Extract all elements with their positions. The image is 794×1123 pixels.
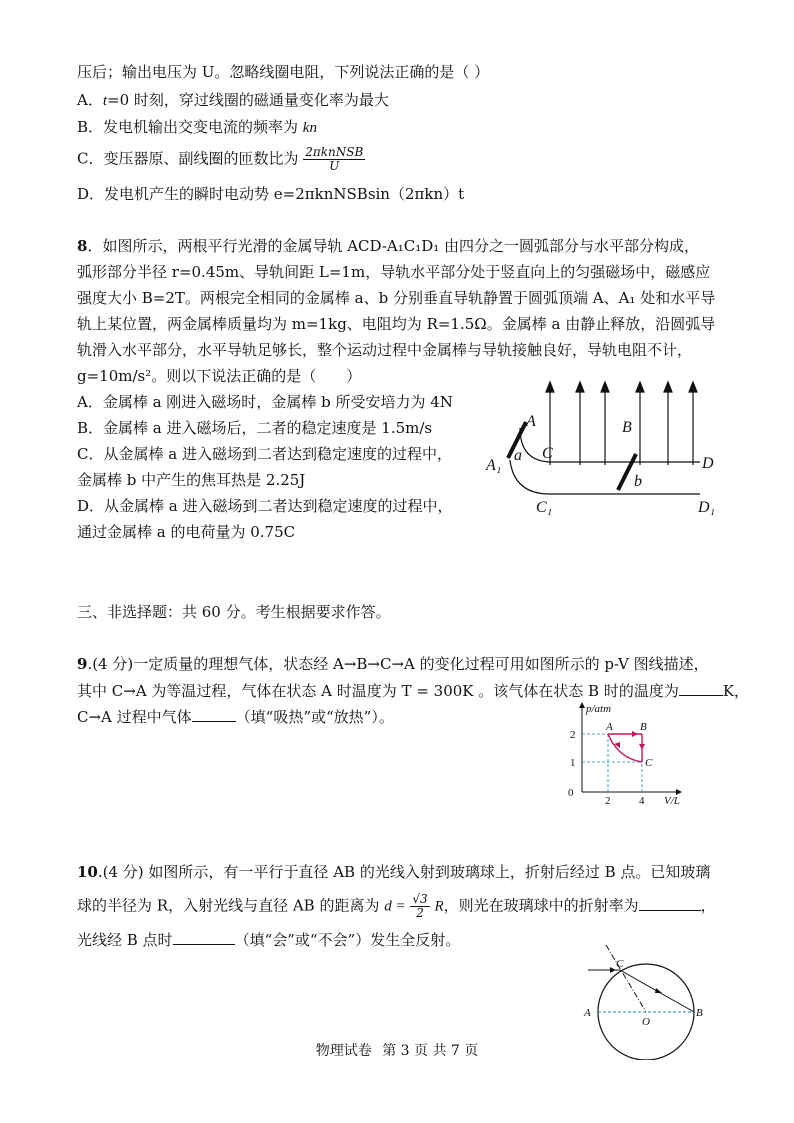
label-a: a: [514, 447, 522, 464]
q7-option-b-text: B．发电机输出交变电流的频率为: [77, 118, 303, 136]
q10-line-2-mid: ，则光在玻璃球中的折射率为: [443, 896, 639, 915]
label-A1: A₁: [486, 457, 502, 474]
label-O: O: [642, 1016, 650, 1028]
page-footer: [0, 1040, 794, 1060]
q9-line-1-text: .(4 分)一定质量的理想气体，状态经 A→B→C→A 的变化过程可用如图所示的 p-V 图线描述，: [87, 655, 709, 673]
q9-line-2-unit: K，: [722, 682, 750, 700]
graph-point-B: B: [640, 721, 647, 733]
q7-option-b-var: kn: [302, 120, 317, 136]
graph-ytick-1: 1: [570, 757, 576, 769]
graph-ytick-2: 2: [570, 729, 576, 741]
q10-line-2-tail: ，: [700, 896, 716, 915]
footer-subject: 物理试卷: [315, 1043, 372, 1059]
q10-d-denominator: 2: [416, 906, 424, 920]
q10-line-3: [77, 930, 460, 950]
graph-xtick-2: 2: [605, 795, 611, 807]
q8-option-b: B．金属棒 a 进入磁场后，二者的稳定速度是 1.5m/s: [77, 419, 433, 437]
graph-point-C: C: [645, 757, 653, 769]
q7-option-d: D．发电机产生的瞬时电动势 e=2πknNSBsin（2πkn）t: [77, 185, 465, 203]
graph-ylabel: p/atm: [586, 703, 612, 715]
q8-rail-diagram: [480, 380, 740, 530]
q7-option-c-numerator: 2πknNSB: [305, 145, 364, 159]
q10-line-1: [77, 862, 710, 882]
abc-cycle: [608, 734, 642, 762]
label-C: C: [616, 958, 624, 970]
q8-line-5: 轨滑入水平部分，水平导轨足够长，整个运动过程中金属棒与导轨接触良好，导轨电阻不计，: [77, 341, 693, 359]
q8-option-c-line-2: 金属棒 b 中产生的焦耳热是 2.25J: [77, 471, 306, 489]
q8-option-a: A．金属棒 a 刚进入磁场时，金属棒 b 所受安培力为 4N: [77, 393, 453, 411]
q7-option-c: [77, 146, 365, 173]
label-B: B: [696, 1007, 703, 1019]
q10-line-2-text: 球的半径为 R，入射光线与直径 AB 的距离为: [77, 896, 380, 915]
q8-line-3: 强度大小 B=2T。两根完全相同的金属棒 a、b 分别垂直导轨静置于圆弧顶端 A、A₁ 处和水平导: [77, 289, 716, 307]
q8-line-6: g=10m/s²。则以下说法正确的是（ ）: [77, 367, 362, 385]
label-A: A: [526, 413, 536, 430]
q9-line-2-text: 其中 C→A 为等温过程，气体在状态 A 时温度为 T = 300K 。该气体在状态 B 时的温度为: [77, 682, 679, 700]
label-B: B: [622, 419, 632, 436]
q10-answer-blank-1[interactable]: [639, 896, 701, 911]
q8-number: 8: [77, 237, 88, 255]
q9-number: 9: [77, 655, 88, 673]
q10-d-rhs: R: [434, 898, 444, 915]
q10-line-3-tail: （填“会”或“不会”）发生全反射。: [234, 931, 461, 949]
section-3-heading: 三、非选择题：共 60 分。考生根据要求作答。: [77, 603, 391, 621]
label-A: A: [584, 1007, 591, 1019]
rail-a1c1d1: [510, 460, 700, 494]
q9-answer-blank-1[interactable]: [679, 681, 723, 696]
q10-answer-blank-2[interactable]: [173, 930, 235, 945]
q10-d-numerator: √3: [412, 892, 428, 906]
arrow-ab: [632, 731, 638, 737]
q7-option-a-prefix: A．: [77, 91, 103, 109]
q7-option-c-text: C．变压器原、副线圈的匝数比为: [77, 149, 299, 168]
q9-pv-graph: [560, 700, 690, 810]
q7-option-a: [77, 90, 389, 111]
q9-line-3: [77, 707, 394, 727]
q10-d-fraction: [410, 893, 429, 920]
q10-line-2: [77, 893, 716, 920]
q7-option-b: [77, 117, 317, 138]
q9-answer-blank-2[interactable]: [192, 707, 236, 722]
arrow-bc: [639, 744, 645, 750]
graph-xtick-4: 4: [639, 795, 645, 807]
footer-page-number: 第 3 页 共 7 页: [382, 1043, 479, 1059]
q9-line-3-tail: （填“吸热”或“放热”）。: [235, 708, 394, 726]
q10-number: 10: [77, 863, 98, 881]
q8-option-d-line-2: 通过金属棒 a 的电荷量为 0.75C: [77, 523, 296, 541]
q10-d-lhs: d =: [384, 898, 406, 915]
label-C: C: [542, 445, 553, 462]
label-b: b: [634, 473, 642, 490]
q9-line-2: [77, 681, 749, 701]
graph-point-A: A: [606, 721, 613, 733]
q8-option-d-line-1: D．从金属棒 a 进入磁场到二者达到稳定速度的过程中，: [77, 497, 453, 515]
q7-option-c-fraction: [303, 146, 365, 173]
label-D1: D₁: [698, 499, 716, 516]
q8-line-2: 弧形部分半径 r=0.45m、导轨间距 L=1m，导轨水平部分处于竖直向上的匀强磁场中，磁感应: [77, 263, 711, 281]
q10-line-3-text: 光线经 B 点时: [77, 931, 173, 949]
q8-line-1-text: ．如图所示，两根平行光滑的金属导轨 ACD-A₁C₁D₁ 由四分之一圆弧部分与水平部分构成，: [87, 237, 700, 255]
p-axis-arrow: [579, 702, 585, 708]
q7-option-a-var: t: [102, 93, 108, 109]
q7-option-c-denominator: U: [329, 159, 340, 173]
graph-xlabel: V/L: [664, 795, 680, 807]
graph-origin: 0: [568, 787, 574, 799]
label-C1: C₁: [536, 499, 553, 516]
q8-line-4: 轨上某位置，两金属棒质量均为 m=1kg、电阻均为 R=1.5Ω。金属棒 a 由静止释放，沿圆弧导: [77, 315, 716, 333]
q8-option-c-line-1: C．从金属棒 a 进入磁场到二者达到稳定速度的过程中，: [77, 445, 452, 463]
q7-option-a-text: =0 时刻，穿过线圈的磁通量变化率为最大: [107, 91, 389, 109]
q10-line-1-text: .(4 分) 如图所示，有一平行于直径 AB 的光线入射到玻璃球上，折射后经过 B 点。已知玻璃: [97, 863, 711, 881]
q7-stem-tail: 压后；输出电压为 U。忽略线圈电阻，下列说法正确的是（ ）: [77, 63, 490, 81]
q9-line-3-text: C→A 过程中气体: [77, 708, 192, 726]
label-D: D: [702, 455, 714, 472]
q9-line-1: [77, 654, 709, 674]
q8-line-1: [77, 236, 699, 256]
refracted-ray-arrow: [655, 988, 662, 993]
